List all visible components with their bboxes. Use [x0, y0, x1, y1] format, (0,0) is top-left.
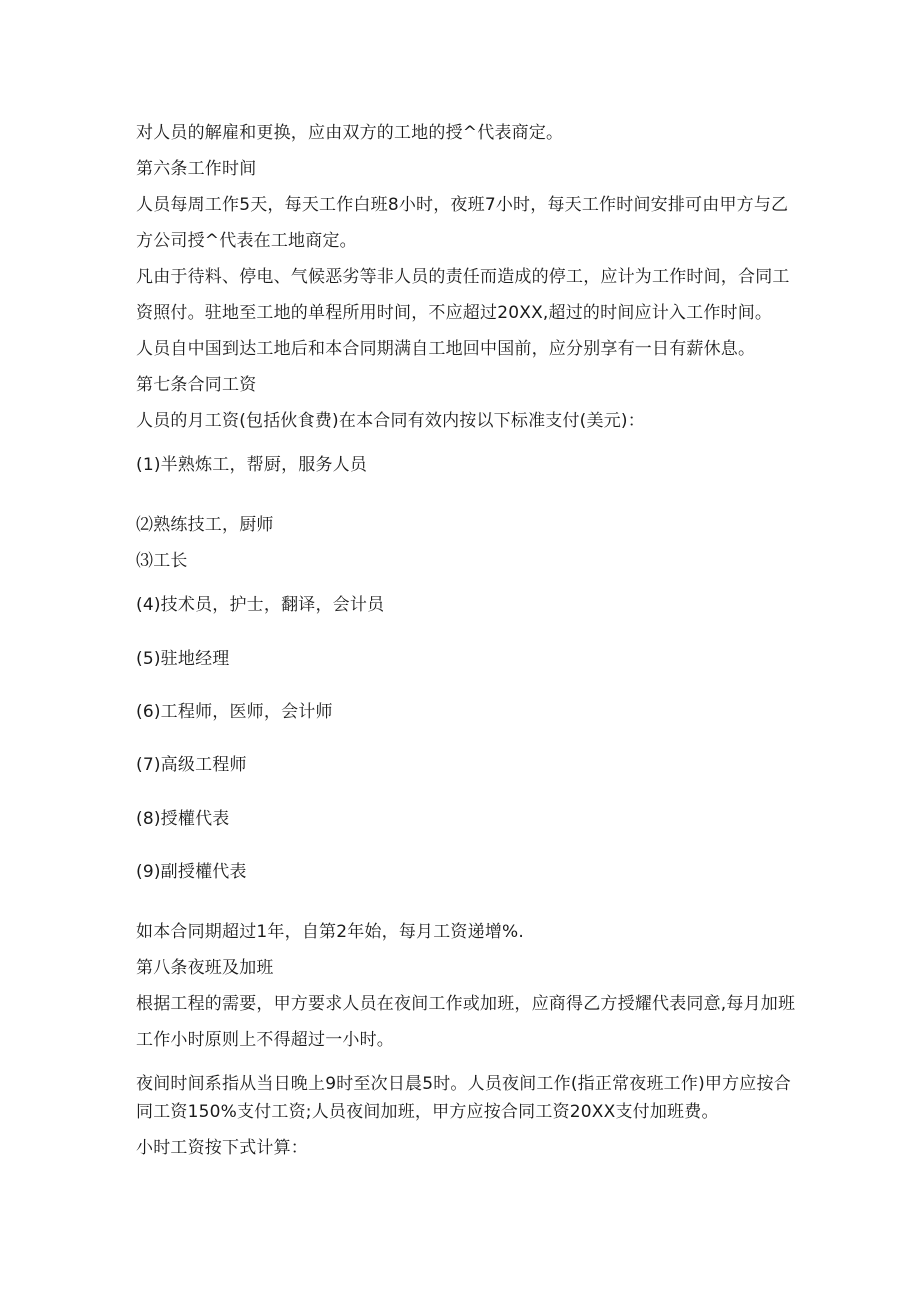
- wage-item-4: (4)技术员，护士，翻译，会计员: [136, 595, 385, 615]
- wage-item-6: (6)工程师，医师，会计师: [136, 702, 333, 722]
- paragraph-overtime-line1: 根据工程的需要，甲方要求人员在夜间工作或加班，应商得乙方授耀代表同意,每月加班: [136, 994, 796, 1014]
- wage-item-5: (5)驻地经理: [136, 649, 230, 669]
- paragraph-paid-rest: 人员自中国到达工地后和本合同期满自工地回中国前，应分别享有一日有薪休息。: [136, 339, 756, 359]
- paragraph-wage-increase: 如本合同期超过1年，自第2年始，每月工资递增%.: [136, 922, 524, 942]
- wage-item-2: ⑵熟练技工，厨师: [136, 515, 274, 535]
- paragraph-hourly-wage: 小时工资按下式计算：: [136, 1138, 308, 1158]
- wage-item-8: (8)授權代表: [136, 809, 230, 829]
- heading-article-7: 第七条合同工资: [136, 375, 257, 395]
- paragraph-overtime-line2: 工作小时原则上不得超过一小时。: [136, 1030, 394, 1050]
- paragraph-downtime-line1: 凡由于待料、停电、气候恶劣等非人员的责任而造成的停工，应计为工作时间，合同工: [136, 267, 790, 287]
- wage-item-3: ⑶工长: [136, 551, 188, 571]
- wage-item-9: (9)副授權代表: [136, 862, 247, 882]
- heading-article-8: 第八条夜班及加班: [136, 958, 274, 978]
- paragraph-working-hours-line2: 方公司授^代表在工地商定。: [136, 231, 357, 251]
- wage-item-1: (1)半熟炼工，帮厨，服务人员: [136, 455, 368, 475]
- wage-item-7: (7)高级工程师: [136, 755, 247, 775]
- paragraph-night-work-line2: 同工资150%支付工资;人员夜间加班，甲方应按合同工资20XX支付加班费。: [136, 1102, 719, 1122]
- heading-article-6: 第六条工作时间: [136, 159, 257, 179]
- paragraph-monthly-wage: 人员的月工资(包括伙食费)在本合同有效内按以下标准支付(美元)：: [136, 411, 645, 431]
- paragraph-night-work-line1: 夜间时间系指从当日晚上9时至次日晨5时。人员夜间工作(指正常夜班工作)甲方应按合: [136, 1074, 791, 1094]
- paragraph-dismissal: 对人员的解雇和更换，应由双方的工地的授^代表商定。: [136, 123, 564, 143]
- paragraph-working-hours-line1: 人员每周工作5天，每天工作白班8小时，夜班7小时，每天工作时间安排可由甲方与乙: [136, 195, 789, 215]
- paragraph-downtime-line2: 资照付。驻地至工地的单程所用时间，不应超过20XX,超过的时间应计入工作时间。: [136, 303, 773, 323]
